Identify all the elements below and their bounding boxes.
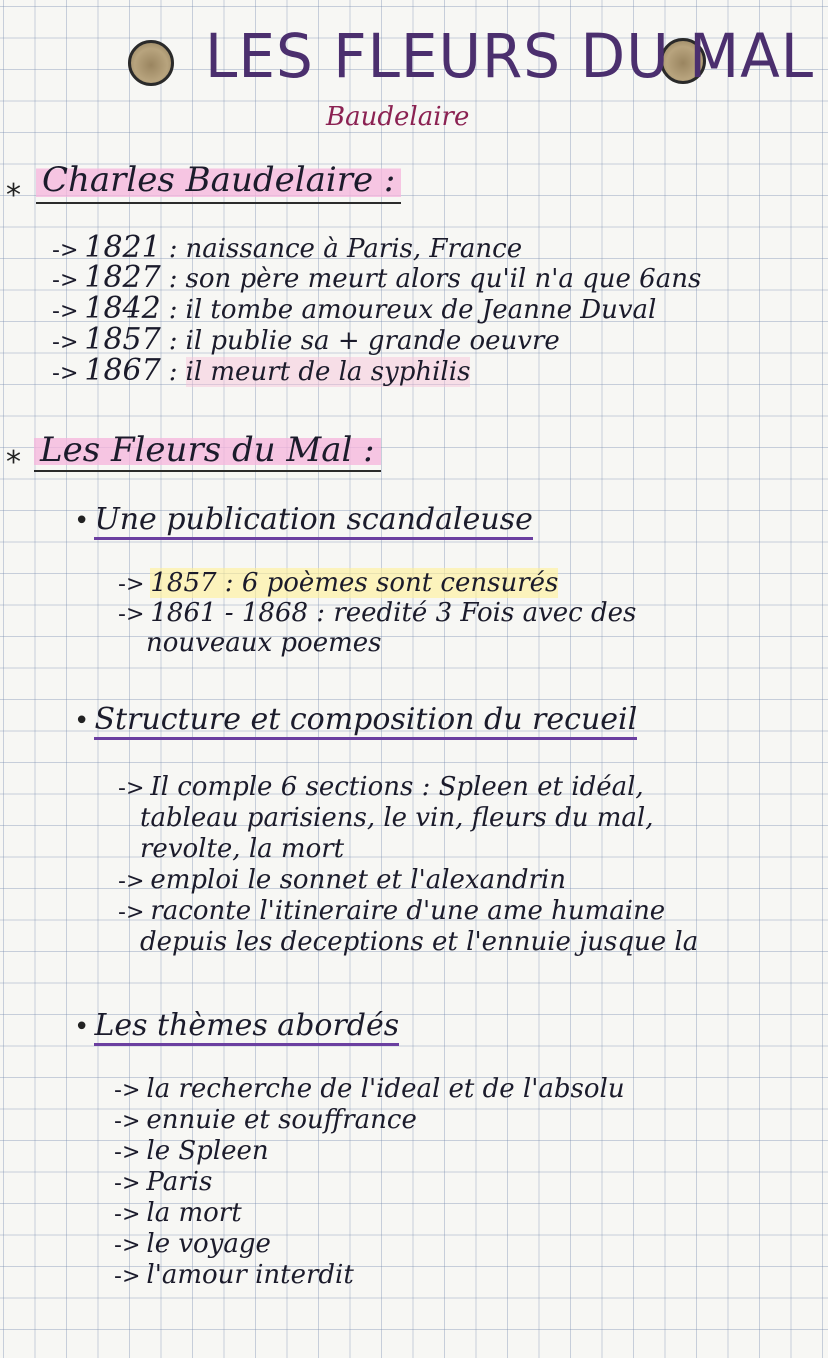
- arrow-icon: ->: [114, 1171, 141, 1196]
- list-item: [114, 1136, 625, 1167]
- list-text: tableau parisiens, le vin, fleurs du mal,: [140, 803, 654, 833]
- arrow-icon: ->: [118, 776, 145, 801]
- list-item: [118, 598, 636, 628]
- list-text: ennuie et souffrance: [146, 1105, 417, 1135]
- section-star: *: [6, 178, 21, 213]
- arrow-icon: ->: [52, 361, 79, 386]
- timeline-text: naissance à Paris, France: [185, 234, 523, 264]
- arrow-icon: ->: [114, 1233, 141, 1258]
- arrow-icon: ->: [52, 268, 79, 293]
- timeline-item: [52, 291, 828, 326]
- section-heading-wrap: [34, 430, 381, 472]
- arrow-icon: ->: [52, 330, 79, 355]
- timeline-year: 1867: [84, 353, 161, 388]
- subsection-lines: [114, 1074, 625, 1291]
- timeline-year: 1821: [84, 230, 161, 265]
- bullet-icon: •: [74, 506, 90, 536]
- list-item: [140, 834, 698, 865]
- list-item: [118, 772, 698, 803]
- timeline-item: [52, 322, 828, 357]
- list-item: [140, 803, 698, 834]
- arrow-icon: ->: [118, 869, 145, 894]
- section-heading-charles: Charles Baudelaire :: [36, 160, 401, 204]
- subsection-heading-row: [74, 1008, 399, 1043]
- arrow-icon: ->: [114, 1202, 141, 1227]
- colon-separator: :: [168, 234, 178, 264]
- arrow-icon: ->: [114, 1078, 141, 1103]
- arrow-icon: ->: [114, 1140, 141, 1165]
- list-text: emploi le sonnet et l'alexandrin: [150, 865, 566, 895]
- subsection-lines: [118, 772, 698, 958]
- list-text: Paris: [146, 1167, 213, 1197]
- timeline-list: [52, 230, 828, 388]
- list-text: nouveaux poemes: [146, 628, 382, 658]
- list-text: le Spleen: [146, 1136, 269, 1166]
- subsection-heading: Structure et composition du recueil: [94, 702, 637, 740]
- section-star: *: [6, 445, 21, 480]
- timeline-text: il publie sa + grande oeuvre: [185, 326, 560, 356]
- list-item: [114, 1167, 625, 1198]
- section-heading-wrap: [36, 160, 446, 212]
- timeline-item: [52, 230, 828, 265]
- arrow-icon: ->: [114, 1109, 141, 1134]
- timeline-item: [52, 260, 828, 295]
- list-item: [118, 568, 636, 598]
- section-heading-fleurs: Les Fleurs du Mal :: [34, 430, 381, 472]
- bullet-icon: •: [74, 706, 90, 736]
- list-item: [118, 865, 698, 896]
- subsection-heading: Les thèmes abordés: [94, 1008, 399, 1046]
- arrow-icon: ->: [118, 602, 145, 627]
- bullet-icon: •: [74, 1012, 90, 1042]
- binder-hole-left: [128, 40, 174, 86]
- arrow-icon: ->: [118, 572, 145, 597]
- subsection-lines: [118, 568, 636, 658]
- timeline-year: 1857: [84, 322, 161, 357]
- list-item: [114, 1105, 625, 1136]
- timeline-text: il meurt de la syphilis: [185, 357, 471, 387]
- arrow-icon: ->: [118, 900, 145, 925]
- timeline-text: il tombe amoureux de Jeanne Duval: [185, 295, 657, 325]
- colon-separator: :: [168, 326, 178, 356]
- list-item: [140, 927, 698, 958]
- timeline-text: son père meurt alors qu'il n'a que 6ans: [185, 264, 702, 294]
- list-text: la recherche de l'ideal et de l'absolu: [146, 1074, 625, 1104]
- colon-separator: :: [168, 357, 178, 387]
- list-text: la mort: [146, 1198, 242, 1228]
- list-item: [114, 1074, 625, 1105]
- arrow-icon: ->: [52, 299, 79, 324]
- list-item: [146, 628, 636, 658]
- list-item: [114, 1198, 625, 1229]
- subsection-heading: Une publication scandaleuse: [94, 502, 532, 540]
- page-subtitle: Baudelaire: [326, 102, 470, 132]
- list-text: l'amour interdit: [146, 1260, 354, 1290]
- timeline-year: 1842: [84, 291, 161, 326]
- colon-separator: :: [168, 295, 178, 325]
- list-item: [114, 1229, 625, 1260]
- list-text: depuis les deceptions et l'ennuie jusque la: [140, 927, 699, 957]
- list-text: raconte l'itineraire d'une ame humaine: [150, 896, 666, 926]
- list-text: le voyage: [146, 1229, 271, 1259]
- list-item: [118, 896, 698, 927]
- subsection-heading-row: [74, 502, 533, 537]
- page-title: LES FLEURS DU MAL: [205, 20, 815, 92]
- list-text: 1857 : 6 poèmes sont censurés: [150, 568, 559, 598]
- list-text: revolte, la mort: [140, 834, 345, 864]
- list-item: [114, 1260, 625, 1291]
- arrow-icon: ->: [52, 238, 79, 263]
- list-text: Il comple 6 sections : Spleen et idéal,: [150, 772, 644, 802]
- timeline-item: [52, 353, 828, 388]
- list-text: 1861 - 1868 : reedité 3 Fois avec des: [150, 598, 637, 628]
- subsection-heading-row: [74, 702, 637, 737]
- colon-separator: :: [168, 264, 178, 294]
- timeline-year: 1827: [84, 260, 161, 295]
- arrow-icon: ->: [114, 1264, 141, 1289]
